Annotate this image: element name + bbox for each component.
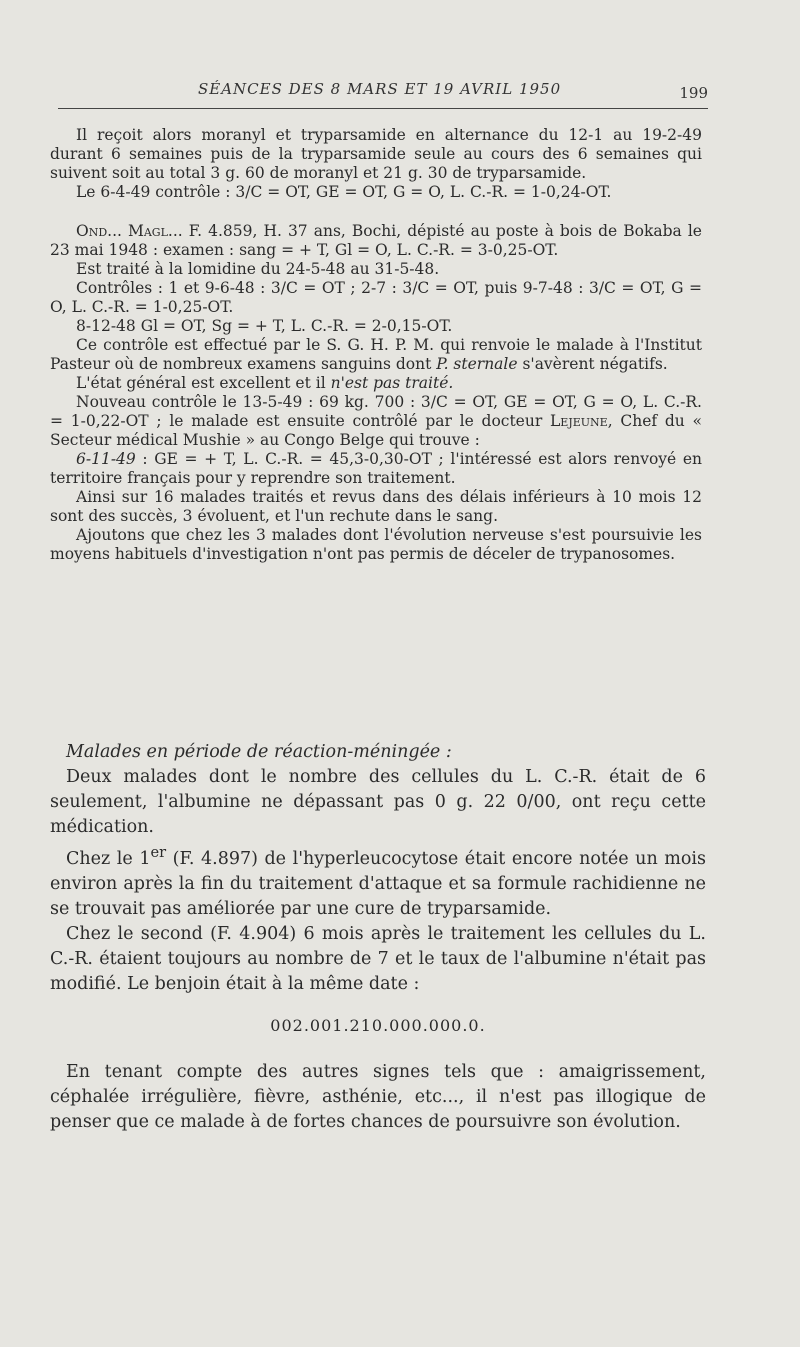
paragraph: Ainsi sur 16 malades traités et revus dans des délais inférieurs à 10 mois 12 sont des succès, 3 évoluent, et l'un rechute dans le sang. [50,488,702,525]
benjoin-formula: 002.001.210.000.000.0. [270,1015,486,1035]
paragraph [50,840,706,922]
paragraph: 8-12-48 Gl = OT, Sg = + T, L. C.-R. = 2-0,15-OT. [76,317,453,335]
text-run: L'état général est excellent et il [76,374,331,392]
running-head: SÉANCES DES 8 MARS ET 19 AVRIL 1950 [198,80,562,98]
text-run: : GE = + T, L. C.-R. = 45,3-0,30-OT ; l'intéressé est alors renvoyé en territoire français pour y reprendre son traitement. [50,450,702,487]
paragraph: Contrôles : 1 et 9-6-48 : 3/C = OT ; 2-7 : 3/C = OT, puis 9-7-48 : 3/C = OT, G = O, L. C.-R. = 1-0,25-OT. [50,279,702,316]
paragraph: Deux malades dont le nombre des cellules du L. C.-R. était de 6 seulement, l'albumine ne dépassant pas 0 g. 22 0/00, ont reçu cette médication. [50,767,706,837]
text-run: F. 4.859, H. 37 ans, Bochi, dépisté au poste à bois de Bokaba le 23 mai 1948 : examen : sang = + T, Gl = O, L. C.-R. = 3-0,25-OT. [50,222,702,259]
superscript: er [150,844,167,861]
paragraph: Ajoutons que chez les 3 malades dont l'évolution nerveuse s'est poursuivie les moyens habituels d'investigation n'ont pas permis de déceler de trypanosomes. [50,526,702,563]
italic-run: n'est pas traité. [330,374,454,392]
text-run: Nouveau contrôle le 13-5-49 : 69 kg. 700 : 3/C = OT, GE = OT, G = O, L. C.-R. = 1-0,22-OT ; le malade est ensuite contrôlé par le docteur [50,393,702,430]
paragraph [50,222,702,260]
page-header [58,80,708,106]
paragraph: Le 6-4-49 contrôle : 3/C = OT, GE = OT, G = O, L. C.-R. = 1-0,24-OT. [76,183,612,201]
paragraph: Chez le second (F. 4.904) 6 mois après le traitement les cellules du L. C.-R. étaient toujours au nombre de 7 et le taux de l'albumine n'était pas modifié. Le benjoin était à la même date : [50,923,706,994]
paragraph: Il reçoit alors moranyl et tryparsamide en alternance du 12-1 au 19-2-49 durant 6 semaines puis de la tryparsamide seule au cours des 6 semaines qui suivent soit au total 3 g. 60 de moranyl et 21 g. 30 de tryparsamide. [50,126,702,182]
header-rule [58,108,708,109]
doctor-name: Lejeune [550,412,608,430]
body-section-1 [50,126,702,564]
paragraph [50,393,702,450]
text-run: Chez le 1 [66,848,151,869]
italic-date: 6-11-49 [76,450,136,468]
paragraph: Est traité à la lomidine du 24-5-48 au 31-5-48. [76,260,440,278]
section-heading: Malades en période de réaction-méningée : [66,742,452,762]
paragraph [50,450,702,488]
italic-run: P. sternale [436,355,518,373]
paragraph: En tenant compte des autres signes tels que : amaigrissement, céphalée irrégulière, fièvre, asthénie, etc..., il n'est pas illogique de penser que ce malade à de fortes chances de poursuivre son évolution. [50,1061,706,1132]
paragraph [50,374,702,393]
text-run: , Chef du « Secteur médical Mushie » au Congo Belge qui trouve : [50,412,702,449]
text-run: s'avèrent négatifs. [517,355,668,373]
patient-name: Ond... Magl... [76,222,183,240]
text-run: Ce contrôle est effectué par le S. G. H. P. M. qui renvoie le malade à l'Institut Pasteur où de nombreux examens sanguins dont [50,336,702,373]
page-number: 199 [679,84,708,102]
body-section-2 [50,740,706,1135]
paragraph [50,336,702,374]
text-run: (F. 4.897) de l'hyperleucocytose était encore notée un mois environ après la fin du traitement d'attaque et sa formule rachidienne ne se trouvait pas améliorée par une cure de tryparsamide. [50,848,706,919]
